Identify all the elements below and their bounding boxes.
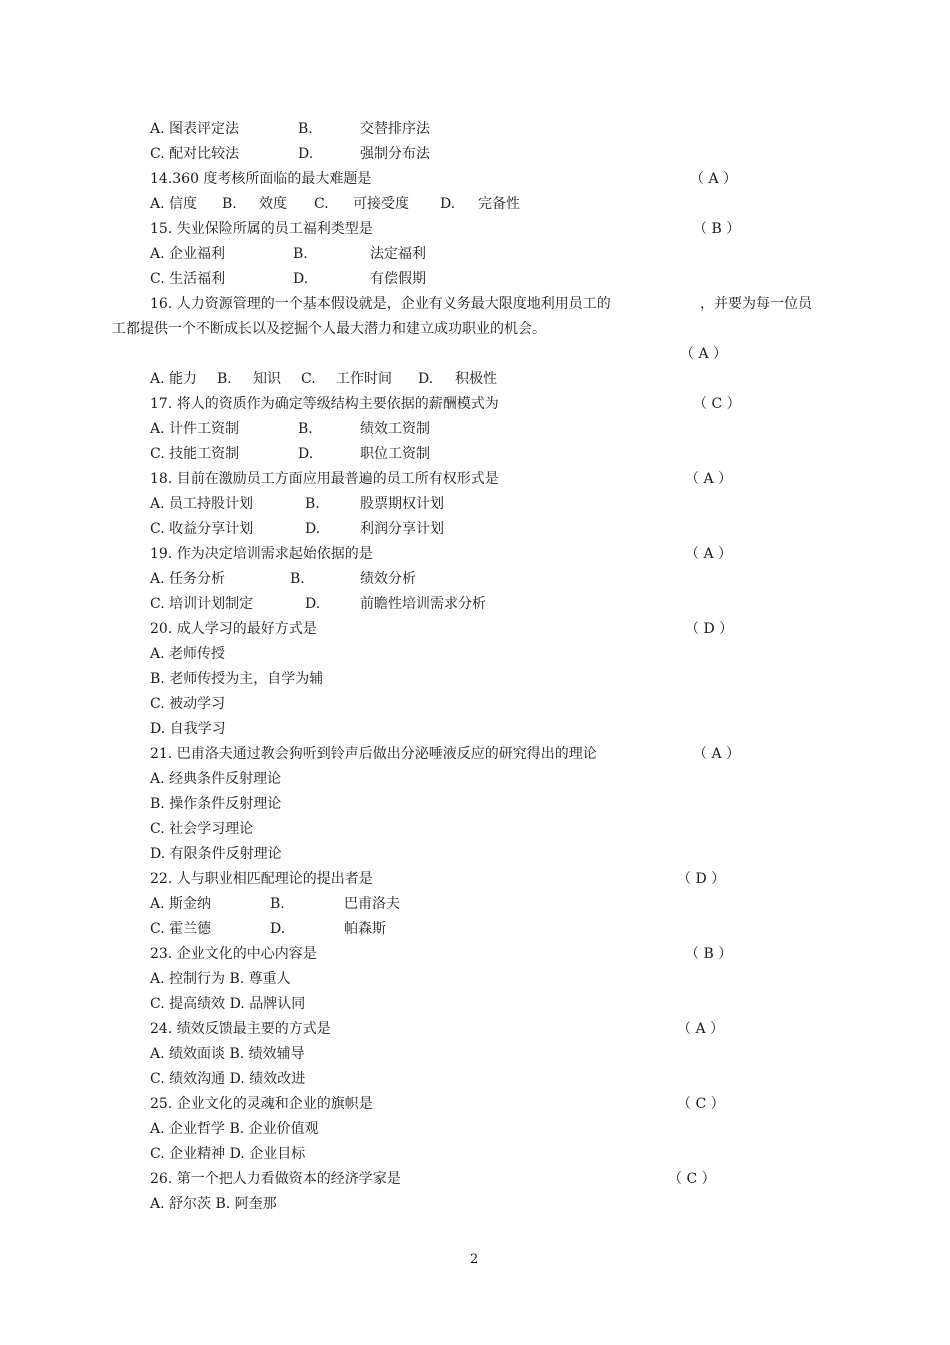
text-line xyxy=(0,569,950,593)
text-fragment: C. 配对比较法 xyxy=(150,146,240,162)
text-line xyxy=(0,519,950,543)
text-fragment: 23. 企业文化的中心内容是 xyxy=(150,946,317,962)
text-fragment: 利润分享计划 xyxy=(360,521,444,537)
answer-bracket: （ C ） xyxy=(668,1171,716,1187)
text-line xyxy=(0,444,950,468)
text-fragment: 26. 第一个把人力看做资本的经济学家是 xyxy=(150,1171,401,1187)
text-fragment: 25. 企业文化的灵魂和企业的旗帜是 xyxy=(150,1096,373,1112)
text-fragment: 绩效工资制 xyxy=(360,421,430,437)
text-fragment: C. 霍兰德 xyxy=(150,921,212,937)
text-line xyxy=(0,794,950,818)
text-line xyxy=(0,369,950,393)
text-line xyxy=(0,919,950,943)
text-fragment: D. xyxy=(440,196,456,212)
text-line xyxy=(0,1144,950,1168)
text-line xyxy=(0,1044,950,1068)
answer-bracket: （ A ） xyxy=(690,171,738,187)
text-fragment: C. xyxy=(314,196,329,212)
text-line xyxy=(0,744,950,768)
answer-bracket: （ A ） xyxy=(693,746,741,762)
text-fragment: A. 舒尔茨 B. 阿奎那 xyxy=(150,1196,277,1212)
text-fragment: B. xyxy=(290,571,305,587)
text-fragment: D. xyxy=(305,596,321,612)
text-fragment: 可接受度 xyxy=(353,196,409,212)
text-line xyxy=(0,669,950,693)
text-fragment: 交替排序法 xyxy=(360,121,430,137)
text-line xyxy=(0,144,950,168)
text-fragment: A. 信度 xyxy=(150,196,198,212)
text-fragment: 18. 目前在激励员工方面应用最普遍的员工所有权形式是 xyxy=(150,471,499,487)
answer-bracket: （ B ） xyxy=(685,946,733,962)
answer-bracket: （ A ） xyxy=(685,546,733,562)
text-line xyxy=(0,1194,950,1218)
text-line xyxy=(0,1069,950,1093)
text-fragment: 有偿假期 xyxy=(370,271,426,287)
text-fragment: 知识 xyxy=(253,371,281,387)
text-line xyxy=(0,219,950,243)
answer-bracket: （ A ） xyxy=(677,1021,725,1037)
text-fragment: 工作时间 xyxy=(336,371,392,387)
text-line xyxy=(0,869,950,893)
text-fragment: B. 操作条件反射理论 xyxy=(150,796,282,812)
text-line xyxy=(0,244,950,268)
text-fragment: D. 自我学习 xyxy=(150,721,226,737)
answer-bracket: （ C ） xyxy=(677,1096,725,1112)
text-fragment: ，并要为每一位员 xyxy=(700,296,812,312)
text-fragment: A. 经典条件反射理论 xyxy=(150,771,282,787)
text-line xyxy=(0,994,950,1018)
text-fragment: 积极性 xyxy=(455,371,497,387)
text-line xyxy=(0,1169,950,1193)
text-fragment: C. 被动学习 xyxy=(150,696,226,712)
text-fragment: C. 培训计划制定 xyxy=(150,596,254,612)
text-fragment: C. 收益分享计划 xyxy=(150,521,254,537)
text-line xyxy=(0,494,950,518)
page-number: 2 xyxy=(470,1252,479,1267)
text-fragment: 效度 xyxy=(259,196,287,212)
text-fragment: 强制分布法 xyxy=(360,146,430,162)
text-fragment: A. 企业福利 xyxy=(150,246,226,262)
text-fragment: A. 老师传授 xyxy=(150,646,226,662)
text-fragment: C. 生活福利 xyxy=(150,271,226,287)
answer-bracket: （ D ） xyxy=(685,621,734,637)
text-fragment: D. xyxy=(270,921,286,937)
text-fragment: B. xyxy=(217,371,232,387)
text-line xyxy=(0,194,950,218)
text-line xyxy=(0,844,950,868)
text-line xyxy=(0,394,950,418)
text-line xyxy=(0,1094,950,1118)
text-fragment: B. xyxy=(298,421,313,437)
text-line xyxy=(0,1119,950,1143)
text-fragment: 绩效分析 xyxy=(360,571,416,587)
text-fragment: D. 有限条件反射理论 xyxy=(150,846,282,862)
text-line xyxy=(0,294,950,318)
text-line xyxy=(0,319,950,343)
text-line xyxy=(0,119,950,143)
text-line xyxy=(0,644,950,668)
text-line xyxy=(0,694,950,718)
text-line xyxy=(0,344,950,368)
text-fragment: A. 计件工资制 xyxy=(150,421,240,437)
text-fragment: 21. 巴甫洛夫通过教会狗听到铃声后做出分泌唾液反应的研究得出的理论 xyxy=(150,746,597,762)
text-fragment: 20. 成人学习的最好方式是 xyxy=(150,621,317,637)
text-fragment: 17. 将人的资质作为确定等级结构主要依据的薪酬模式为 xyxy=(150,396,499,412)
text-fragment: A. 绩效面谈 B. 绩效辅导 xyxy=(150,1046,305,1062)
text-line xyxy=(0,719,950,743)
text-fragment: 股票期权计划 xyxy=(360,496,444,512)
text-line xyxy=(0,969,950,993)
text-line xyxy=(0,819,950,843)
text-fragment: C. 社会学习理论 xyxy=(150,821,254,837)
text-fragment: A. 图表评定法 xyxy=(150,121,240,137)
text-line xyxy=(0,619,950,643)
text-line xyxy=(0,169,950,193)
answer-bracket: （ A ） xyxy=(680,346,728,362)
text-fragment: C. 技能工资制 xyxy=(150,446,240,462)
text-line xyxy=(0,544,950,568)
text-line xyxy=(0,269,950,293)
text-fragment: A. 企业哲学 B. 企业价值观 xyxy=(150,1121,319,1137)
text-fragment: 巴甫洛夫 xyxy=(344,896,400,912)
answer-bracket: （ D ） xyxy=(677,871,726,887)
text-fragment: C. 企业精神 D. 企业目标 xyxy=(150,1146,306,1162)
text-fragment: A. 斯金纳 xyxy=(150,896,212,912)
text-fragment: D. xyxy=(418,371,434,387)
text-fragment: B. 老师传授为主，自学为辅 xyxy=(150,671,324,687)
text-fragment: 22. 人与职业相匹配理论的提出者是 xyxy=(150,871,373,887)
text-fragment: B. xyxy=(293,246,308,262)
text-fragment: 16. 人力资源管理的一个基本假设就是，企业有义务最大限度地利用员工的 xyxy=(150,296,611,312)
text-fragment: 法定福利 xyxy=(370,246,426,262)
text-fragment: 24. 绩效反馈最主要的方式是 xyxy=(150,1021,331,1037)
text-fragment: 帕森斯 xyxy=(344,921,386,937)
text-fragment: B. xyxy=(305,496,320,512)
text-fragment: 前瞻性培训需求分析 xyxy=(360,596,486,612)
text-fragment: 完备性 xyxy=(478,196,520,212)
text-fragment: C. xyxy=(301,371,316,387)
text-line xyxy=(0,1019,950,1043)
text-fragment: B. xyxy=(222,196,237,212)
text-line xyxy=(0,469,950,493)
text-fragment: 工都提供一个不断成长以及挖掘个人最大潜力和建立成功职业的机会。 xyxy=(112,321,546,337)
text-fragment: C. 提高绩效 D. 品牌认同 xyxy=(150,996,306,1012)
answer-bracket: （ A ） xyxy=(685,471,733,487)
text-fragment: D. xyxy=(298,446,314,462)
text-fragment: A. 能力 xyxy=(150,371,198,387)
text-fragment: 职位工资制 xyxy=(360,446,430,462)
text-fragment: B. xyxy=(298,121,313,137)
text-line xyxy=(0,944,950,968)
text-fragment: A. 任务分析 xyxy=(150,571,226,587)
text-fragment: A. 控制行为 B. 尊重人 xyxy=(150,971,291,987)
text-fragment: A. 员工持股计划 xyxy=(150,496,254,512)
text-fragment: 14.360 度考核所面临的最大难题是 xyxy=(150,171,372,187)
text-line xyxy=(0,769,950,793)
text-fragment: 15. 失业保险所属的员工福利类型是 xyxy=(150,221,373,237)
text-fragment: C. 绩效沟通 D. 绩效改进 xyxy=(150,1071,306,1087)
text-fragment: 19. 作为决定培训需求起始依据的是 xyxy=(150,546,373,562)
text-fragment: D. xyxy=(305,521,321,537)
answer-bracket: （ B ） xyxy=(693,221,741,237)
text-line xyxy=(0,594,950,618)
answer-bracket: （ C ） xyxy=(693,396,741,412)
text-fragment: B. xyxy=(270,896,285,912)
text-fragment: D. xyxy=(293,271,309,287)
text-line xyxy=(0,894,950,918)
text-fragment: D. xyxy=(298,146,314,162)
text-line xyxy=(0,419,950,443)
